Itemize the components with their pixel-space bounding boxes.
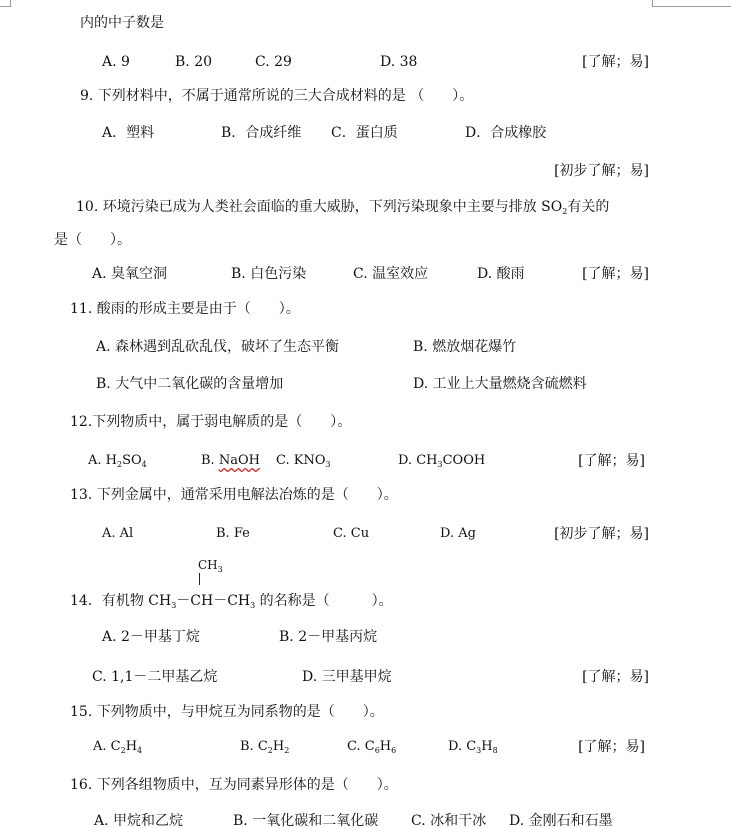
q8-option-c: C. 29 bbox=[255, 54, 292, 70]
q9-option-a: A．塑料 bbox=[102, 125, 155, 141]
q14-option-c: C. 1,1－二甲基乙烷 bbox=[92, 669, 218, 685]
q11-option-c: B. 大气中二氧化碳的含量增加 bbox=[96, 376, 284, 392]
question-14-stem: 14．有机物 $CH_3-CH-CH_3$ 的名称是（ ）。 bbox=[70, 593, 393, 610]
q10-difficulty-tag: [了解；易] bbox=[582, 266, 649, 282]
page-corner-mark-right bbox=[652, 0, 731, 7]
q14-structure-bond bbox=[199, 573, 200, 585]
q9-difficulty-tag: [初步了解；易] bbox=[554, 163, 649, 179]
q10-option-d: D. 酸雨 bbox=[477, 266, 525, 282]
q16-option-c: C. 冰和干冰 bbox=[411, 813, 487, 828]
question-9-stem: 9. 下列材料中，不属于通常所说的三大合成材料的是 （ ）。 bbox=[80, 88, 474, 104]
q15-option-b: B. $C_2H_2$ bbox=[240, 739, 290, 755]
q10-option-a: A. 臭氧空洞 bbox=[92, 266, 168, 282]
q8-difficulty-tag: [了解；易] bbox=[582, 54, 649, 70]
q14-option-b: B. 2－甲基丙烷 bbox=[279, 629, 378, 645]
q9-option-b: B．合成纤维 bbox=[221, 125, 302, 141]
q15-option-a: A. $C_2H_4$ bbox=[93, 739, 143, 755]
question-10-stem: 10. 环境污染已成为人类社会面临的重大威胁，下列污染现象中主要与排放 $SO_2$有关的 bbox=[76, 199, 610, 216]
q16-option-a: A. 甲烷和乙烷 bbox=[94, 813, 184, 828]
q13-difficulty-tag: [初步了解；易] bbox=[554, 526, 649, 542]
q14-structure-branch: $CH_3$ bbox=[198, 558, 223, 574]
q15-option-d: D. $C_3H_8$ bbox=[448, 739, 498, 755]
q14-option-a: A. 2－甲基丁烷 bbox=[102, 629, 200, 645]
q9-option-d: D．合成橡胶 bbox=[465, 125, 547, 141]
q10-option-b: B. 白色污染 bbox=[231, 266, 307, 282]
q12-option-a: A. $H_2SO_4$ bbox=[88, 453, 147, 469]
q13-option-a: A. Al bbox=[102, 526, 134, 541]
q13-option-c: C. Cu bbox=[333, 526, 370, 541]
q8-option-d: D. 38 bbox=[380, 54, 418, 70]
question-13-stem: 13. 下列金属中，通常采用电解法冶炼的是（ ）。 bbox=[70, 487, 398, 503]
q11-option-a: A. 森林遇到乱砍乱伐，破坏了生态平衡 bbox=[96, 339, 340, 355]
question-8-stem-tail: 内的中子数是 bbox=[80, 15, 164, 31]
question-16-stem: 16. 下列各组物质中，互为同素异形体的是（ ）。 bbox=[70, 777, 398, 793]
q16-option-d: D. 金刚石和石墨 bbox=[509, 813, 613, 828]
q10-option-c: C. 温室效应 bbox=[353, 266, 429, 282]
question-11-stem: 11. 酸雨的形成主要是由于（ ）。 bbox=[70, 301, 300, 317]
q8-option-a: A. 9 bbox=[102, 54, 130, 70]
question-10-stem-line2: 是（ ）。 bbox=[54, 232, 131, 248]
q15-difficulty-tag: [了解；易] bbox=[578, 739, 645, 755]
page-corner-mark-left bbox=[0, 0, 11, 7]
q9-option-c: C．蛋白质 bbox=[331, 125, 398, 141]
q14-option-d: D. 三甲基甲烷 bbox=[302, 669, 392, 685]
q12-option-b: B. NaOH bbox=[201, 453, 260, 468]
q14-difficulty-tag: [了解；易] bbox=[582, 669, 649, 685]
question-15-stem: 15. 下列物质中，与甲烷互为同系物的是（ ）。 bbox=[70, 704, 384, 720]
q13-option-b: B. Fe bbox=[216, 526, 250, 541]
q11-option-d: D. 工业上大量燃烧含硫燃料 bbox=[413, 376, 587, 392]
question-12-stem: 12.下列物质中，属于弱电解质的是（ ）。 bbox=[70, 414, 352, 430]
q12-option-c: C. $KNO_3$ bbox=[276, 453, 331, 469]
q15-option-c: C. $C_6H_6$ bbox=[347, 739, 397, 755]
q12-difficulty-tag: [了解；易] bbox=[578, 453, 645, 469]
q11-option-b: B. 燃放烟花爆竹 bbox=[413, 339, 517, 355]
q16-options-row-clipped bbox=[0, 812, 731, 828]
q13-option-d: D. Ag bbox=[440, 526, 476, 541]
q16-option-b: B. 一氧化碳和二氧化碳 bbox=[233, 813, 379, 828]
q12-option-d: D. $CH_3COOH$ bbox=[398, 453, 486, 469]
q8-option-b: B. 20 bbox=[175, 54, 213, 70]
